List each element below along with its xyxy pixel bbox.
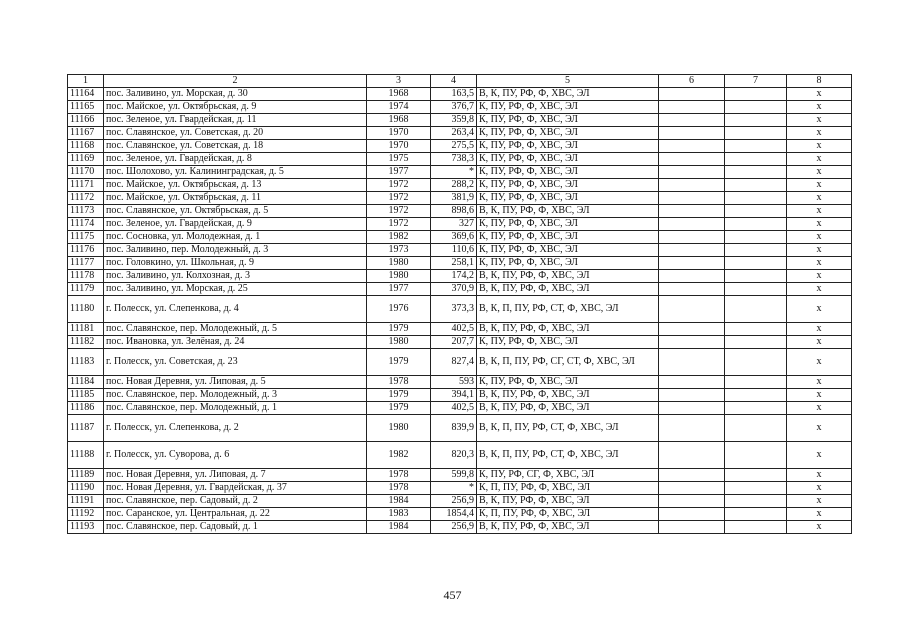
year-cell: 1980 <box>367 415 431 442</box>
column-8-cell: х <box>787 508 852 521</box>
systems-cell: В, К, ПУ, РФ, Ф, ХВС, ЭЛ <box>477 323 659 336</box>
column-6-cell <box>659 166 725 179</box>
column-6-cell <box>659 495 725 508</box>
year-cell: 1974 <box>367 101 431 114</box>
column-7-cell <box>725 442 787 469</box>
area-cell: 599,8 <box>431 469 477 482</box>
table-row <box>68 336 852 349</box>
address-cell: пос. Майское, ул. Октябрьская, д. 9 <box>104 101 367 114</box>
column-8-cell: х <box>787 127 852 140</box>
area-cell: 275,5 <box>431 140 477 153</box>
column-7-cell <box>725 127 787 140</box>
row-number-cell: 11174 <box>68 218 104 231</box>
address-cell: г. Полесск, ул. Слепенкова, д. 2 <box>104 415 367 442</box>
row-number-cell: 11175 <box>68 231 104 244</box>
address-cell: пос. Славянское, пер. Молодежный, д. 1 <box>104 402 367 415</box>
column-6-cell <box>659 257 725 270</box>
column-8-cell: х <box>787 336 852 349</box>
row-number-cell: 11181 <box>68 323 104 336</box>
address-cell: пос. Зеленое, ул. Гвардейская, д. 9 <box>104 218 367 231</box>
table-row <box>68 166 852 179</box>
area-cell: 394,1 <box>431 389 477 402</box>
systems-cell: В, К, П, ПУ, РФ, СТ, Ф, ХВС, ЭЛ <box>477 296 659 323</box>
column-7-cell <box>725 495 787 508</box>
column-6-cell <box>659 127 725 140</box>
page-number: 457 <box>443 588 462 602</box>
column-8-cell: х <box>787 402 852 415</box>
address-cell: пос. Новая Деревня, ул. Гвардейская, д. 37 <box>104 482 367 495</box>
row-number-cell: 11180 <box>68 296 104 323</box>
header-row <box>68 75 852 88</box>
column-8-cell: х <box>787 257 852 270</box>
header-cell: 5 <box>477 75 659 88</box>
year-cell: 1984 <box>367 495 431 508</box>
systems-cell: В, К, ПУ, РФ, Ф, ХВС, ЭЛ <box>477 389 659 402</box>
year-cell: 1968 <box>367 88 431 101</box>
year-cell: 1979 <box>367 323 431 336</box>
column-7-cell <box>725 482 787 495</box>
area-cell: * <box>431 482 477 495</box>
table-row <box>68 442 852 469</box>
header-cell: 2 <box>104 75 367 88</box>
systems-cell: В, К, ПУ, РФ, Ф, ХВС, ЭЛ <box>477 495 659 508</box>
table-row <box>68 257 852 270</box>
systems-cell: К, П, ПУ, РФ, Ф, ХВС, ЭЛ <box>477 482 659 495</box>
row-number-cell: 11183 <box>68 349 104 376</box>
systems-cell: В, К, ПУ, РФ, Ф, ХВС, ЭЛ <box>477 521 659 534</box>
table-row <box>68 88 852 101</box>
systems-cell: К, ПУ, РФ, Ф, ХВС, ЭЛ <box>477 376 659 389</box>
systems-cell: К, ПУ, РФ, Ф, ХВС, ЭЛ <box>477 257 659 270</box>
address-cell: пос. Славянское, пер. Садовый, д. 1 <box>104 521 367 534</box>
column-8-cell: х <box>787 469 852 482</box>
column-8-cell: х <box>787 114 852 127</box>
column-8-cell: х <box>787 349 852 376</box>
row-number-cell: 11170 <box>68 166 104 179</box>
column-7-cell <box>725 389 787 402</box>
systems-cell: К, ПУ, РФ, Ф, ХВС, ЭЛ <box>477 166 659 179</box>
row-number-cell: 11186 <box>68 402 104 415</box>
address-cell: пос. Майское, ул. Октябрьская, д. 11 <box>104 192 367 205</box>
year-cell: 1972 <box>367 218 431 231</box>
year-cell: 1980 <box>367 270 431 283</box>
systems-cell: В, К, ПУ, РФ, Ф, ХВС, ЭЛ <box>477 283 659 296</box>
area-cell: 839,9 <box>431 415 477 442</box>
row-number-cell: 11166 <box>68 114 104 127</box>
year-cell: 1970 <box>367 127 431 140</box>
area-cell: 174,2 <box>431 270 477 283</box>
row-number-cell: 11169 <box>68 153 104 166</box>
area-cell: 369,6 <box>431 231 477 244</box>
column-7-cell <box>725 192 787 205</box>
year-cell: 1972 <box>367 205 431 218</box>
column-7-cell <box>725 218 787 231</box>
column-6-cell <box>659 179 725 192</box>
area-cell: 258,1 <box>431 257 477 270</box>
systems-cell: К, ПУ, РФ, Ф, ХВС, ЭЛ <box>477 101 659 114</box>
housing-table <box>67 74 852 534</box>
column-6-cell <box>659 283 725 296</box>
column-6-cell <box>659 101 725 114</box>
systems-cell: К, П, ПУ, РФ, Ф, ХВС, ЭЛ <box>477 508 659 521</box>
address-cell: пос. Заливино, ул. Морская, д. 25 <box>104 283 367 296</box>
column-6-cell <box>659 192 725 205</box>
column-7-cell <box>725 101 787 114</box>
systems-cell: К, ПУ, РФ, Ф, ХВС, ЭЛ <box>477 179 659 192</box>
address-cell: пос. Заливино, пер. Молодежный, д. 3 <box>104 244 367 257</box>
area-cell: 381,9 <box>431 192 477 205</box>
area-cell: 163,5 <box>431 88 477 101</box>
row-number-cell: 11165 <box>68 101 104 114</box>
column-8-cell: х <box>787 179 852 192</box>
column-8-cell: х <box>787 88 852 101</box>
address-cell: пос. Славянское, ул. Советская, д. 18 <box>104 140 367 153</box>
column-6-cell <box>659 323 725 336</box>
column-8-cell: х <box>787 521 852 534</box>
row-number-cell: 11190 <box>68 482 104 495</box>
column-8-cell: х <box>787 153 852 166</box>
address-cell: пос. Славянское, пер. Молодежный, д. 3 <box>104 389 367 402</box>
year-cell: 1978 <box>367 469 431 482</box>
row-number-cell: 11177 <box>68 257 104 270</box>
column-8-cell: х <box>787 376 852 389</box>
systems-cell: В, К, П, ПУ, РФ, СТ, Ф, ХВС, ЭЛ <box>477 442 659 469</box>
systems-cell: К, ПУ, РФ, Ф, ХВС, ЭЛ <box>477 114 659 127</box>
area-cell: 402,5 <box>431 323 477 336</box>
table-row <box>68 482 852 495</box>
address-cell: пос. Головкино, ул. Школьная, д. 9 <box>104 257 367 270</box>
column-6-cell <box>659 270 725 283</box>
table-row <box>68 469 852 482</box>
row-number-cell: 11171 <box>68 179 104 192</box>
row-number-cell: 11191 <box>68 495 104 508</box>
area-cell: 288,2 <box>431 179 477 192</box>
address-cell: пос. Заливино, ул. Колхозная, д. 3 <box>104 270 367 283</box>
address-cell: пос. Саранское, ул. Центральная, д. 22 <box>104 508 367 521</box>
systems-cell: К, ПУ, РФ, СГ, Ф, ХВС, ЭЛ <box>477 469 659 482</box>
column-8-cell: х <box>787 389 852 402</box>
area-cell: 827,4 <box>431 349 477 376</box>
year-cell: 1979 <box>367 349 431 376</box>
column-7-cell <box>725 114 787 127</box>
column-8-cell: х <box>787 283 852 296</box>
column-8-cell: х <box>787 296 852 323</box>
row-number-cell: 11179 <box>68 283 104 296</box>
address-cell: г. Полесск, ул. Слепенкова, д. 4 <box>104 296 367 323</box>
systems-cell: В, К, П, ПУ, РФ, СТ, Ф, ХВС, ЭЛ <box>477 415 659 442</box>
column-6-cell <box>659 415 725 442</box>
address-cell: пос. Новая Деревня, ул. Липовая, д. 7 <box>104 469 367 482</box>
table-row <box>68 140 852 153</box>
header-cell: 4 <box>431 75 477 88</box>
table-row <box>68 402 852 415</box>
column-6-cell <box>659 218 725 231</box>
row-number-cell: 11172 <box>68 192 104 205</box>
column-7-cell <box>725 140 787 153</box>
address-cell: пос. Ивановка, ул. Зелёная, д. 24 <box>104 336 367 349</box>
column-7-cell <box>725 153 787 166</box>
column-7-cell <box>725 296 787 323</box>
column-6-cell <box>659 296 725 323</box>
systems-cell: К, ПУ, РФ, Ф, ХВС, ЭЛ <box>477 231 659 244</box>
address-cell: пос. Славянское, пер. Молодежный, д. 5 <box>104 323 367 336</box>
column-7-cell <box>725 508 787 521</box>
table-row <box>68 218 852 231</box>
area-cell: 110,6 <box>431 244 477 257</box>
column-6-cell <box>659 469 725 482</box>
systems-cell: В, К, ПУ, РФ, Ф, ХВС, ЭЛ <box>477 88 659 101</box>
table-row <box>68 205 852 218</box>
year-cell: 1977 <box>367 283 431 296</box>
column-6-cell <box>659 205 725 218</box>
systems-cell: К, ПУ, РФ, Ф, ХВС, ЭЛ <box>477 140 659 153</box>
systems-cell: В, К, П, ПУ, РФ, СГ, СТ, Ф, ХВС, ЭЛ <box>477 349 659 376</box>
systems-cell: В, К, ПУ, РФ, Ф, ХВС, ЭЛ <box>477 402 659 415</box>
table-row <box>68 192 852 205</box>
area-cell: 402,5 <box>431 402 477 415</box>
table-row <box>68 114 852 127</box>
table-row <box>68 508 852 521</box>
header-cell: 1 <box>68 75 104 88</box>
table-row <box>68 349 852 376</box>
column-7-cell <box>725 179 787 192</box>
column-8-cell: х <box>787 482 852 495</box>
area-cell: 738,3 <box>431 153 477 166</box>
column-8-cell: х <box>787 495 852 508</box>
row-number-cell: 11178 <box>68 270 104 283</box>
column-8-cell: х <box>787 415 852 442</box>
column-7-cell <box>725 376 787 389</box>
column-7-cell <box>725 257 787 270</box>
year-cell: 1977 <box>367 166 431 179</box>
address-cell: пос. Шолохово, ул. Калининградская, д. 5 <box>104 166 367 179</box>
area-cell: 898,6 <box>431 205 477 218</box>
table-row <box>68 153 852 166</box>
column-6-cell <box>659 402 725 415</box>
column-7-cell <box>725 205 787 218</box>
systems-cell: К, ПУ, РФ, Ф, ХВС, ЭЛ <box>477 218 659 231</box>
year-cell: 1984 <box>367 521 431 534</box>
column-6-cell <box>659 442 725 469</box>
row-number-cell: 11193 <box>68 521 104 534</box>
column-6-cell <box>659 508 725 521</box>
column-8-cell: х <box>787 140 852 153</box>
row-number-cell: 11185 <box>68 389 104 402</box>
address-cell: г. Полесск, ул. Советская, д. 23 <box>104 349 367 376</box>
year-cell: 1978 <box>367 482 431 495</box>
table-row <box>68 231 852 244</box>
area-cell: 593 <box>431 376 477 389</box>
year-cell: 1968 <box>367 114 431 127</box>
address-cell: пос. Зеленое, ул. Гвардейская, д. 11 <box>104 114 367 127</box>
area-cell: 370,9 <box>431 283 477 296</box>
table-row <box>68 101 852 114</box>
table-row <box>68 415 852 442</box>
header-cell: 3 <box>367 75 431 88</box>
row-number-cell: 11192 <box>68 508 104 521</box>
year-cell: 1972 <box>367 179 431 192</box>
year-cell: 1976 <box>367 296 431 323</box>
address-cell: пос. Славянское, ул. Октябрьская, д. 5 <box>104 205 367 218</box>
year-cell: 1973 <box>367 244 431 257</box>
table-row <box>68 179 852 192</box>
systems-cell: К, ПУ, РФ, Ф, ХВС, ЭЛ <box>477 153 659 166</box>
column-6-cell <box>659 389 725 402</box>
address-cell: пос. Новая Деревня, ул. Липовая, д. 5 <box>104 376 367 389</box>
year-cell: 1972 <box>367 192 431 205</box>
column-8-cell: х <box>787 192 852 205</box>
column-7-cell <box>725 402 787 415</box>
column-7-cell <box>725 323 787 336</box>
year-cell: 1980 <box>367 336 431 349</box>
column-8-cell: х <box>787 166 852 179</box>
column-7-cell <box>725 166 787 179</box>
table-row <box>68 495 852 508</box>
table-row <box>68 244 852 257</box>
table-row <box>68 521 852 534</box>
column-7-cell <box>725 349 787 376</box>
column-6-cell <box>659 521 725 534</box>
column-6-cell <box>659 140 725 153</box>
column-8-cell: х <box>787 270 852 283</box>
column-8-cell: х <box>787 323 852 336</box>
year-cell: 1980 <box>367 257 431 270</box>
column-8-cell: х <box>787 442 852 469</box>
table-row <box>68 283 852 296</box>
area-cell: 256,9 <box>431 495 477 508</box>
header-cell: 8 <box>787 75 852 88</box>
area-cell: 820,3 <box>431 442 477 469</box>
row-number-cell: 11176 <box>68 244 104 257</box>
column-8-cell: х <box>787 101 852 114</box>
row-number-cell: 11188 <box>68 442 104 469</box>
column-7-cell <box>725 231 787 244</box>
area-cell: 263,4 <box>431 127 477 140</box>
systems-cell: В, К, ПУ, РФ, Ф, ХВС, ЭЛ <box>477 205 659 218</box>
year-cell: 1978 <box>367 376 431 389</box>
address-cell: г. Полесск, ул. Суворова, д. 6 <box>104 442 367 469</box>
table-row <box>68 296 852 323</box>
area-cell: * <box>431 166 477 179</box>
year-cell: 1970 <box>367 140 431 153</box>
column-6-cell <box>659 244 725 257</box>
table-row <box>68 389 852 402</box>
column-6-cell <box>659 231 725 244</box>
year-cell: 1982 <box>367 231 431 244</box>
column-6-cell <box>659 349 725 376</box>
column-7-cell <box>725 336 787 349</box>
row-number-cell: 11189 <box>68 469 104 482</box>
column-7-cell <box>725 469 787 482</box>
area-cell: 256,9 <box>431 521 477 534</box>
address-cell: пос. Сосновка, ул. Молодежная, д. 1 <box>104 231 367 244</box>
address-cell: пос. Майское, ул. Октябрьская, д. 13 <box>104 179 367 192</box>
table-row <box>68 376 852 389</box>
row-number-cell: 11173 <box>68 205 104 218</box>
systems-cell: В, К, ПУ, РФ, Ф, ХВС, ЭЛ <box>477 270 659 283</box>
row-number-cell: 11187 <box>68 415 104 442</box>
column-7-cell <box>725 283 787 296</box>
row-number-cell: 11164 <box>68 88 104 101</box>
systems-cell: К, ПУ, РФ, Ф, ХВС, ЭЛ <box>477 336 659 349</box>
area-cell: 1854,4 <box>431 508 477 521</box>
column-6-cell <box>659 88 725 101</box>
year-cell: 1979 <box>367 402 431 415</box>
area-cell: 327 <box>431 218 477 231</box>
column-8-cell: х <box>787 231 852 244</box>
systems-cell: К, ПУ, РФ, Ф, ХВС, ЭЛ <box>477 127 659 140</box>
header-cell: 6 <box>659 75 725 88</box>
year-cell: 1975 <box>367 153 431 166</box>
year-cell: 1982 <box>367 442 431 469</box>
row-number-cell: 11167 <box>68 127 104 140</box>
year-cell: 1979 <box>367 389 431 402</box>
column-8-cell: х <box>787 218 852 231</box>
systems-cell: К, ПУ, РФ, Ф, ХВС, ЭЛ <box>477 192 659 205</box>
column-7-cell <box>725 521 787 534</box>
column-8-cell: х <box>787 205 852 218</box>
systems-cell: К, ПУ, РФ, Ф, ХВС, ЭЛ <box>477 244 659 257</box>
row-number-cell: 11182 <box>68 336 104 349</box>
area-cell: 359,8 <box>431 114 477 127</box>
area-cell: 207,7 <box>431 336 477 349</box>
column-6-cell <box>659 336 725 349</box>
column-7-cell <box>725 244 787 257</box>
row-number-cell: 11168 <box>68 140 104 153</box>
column-7-cell <box>725 415 787 442</box>
area-cell: 373,3 <box>431 296 477 323</box>
address-cell: пос. Славянское, пер. Садовый, д. 2 <box>104 495 367 508</box>
table-row <box>68 270 852 283</box>
row-number-cell: 11184 <box>68 376 104 389</box>
table-row <box>68 323 852 336</box>
column-7-cell <box>725 270 787 283</box>
address-cell: пос. Зеленое, ул. Гвардейская, д. 8 <box>104 153 367 166</box>
header-cell: 7 <box>725 75 787 88</box>
address-cell: пос. Славянское, ул. Советская, д. 20 <box>104 127 367 140</box>
year-cell: 1983 <box>367 508 431 521</box>
address-cell: пос. Заливино, ул. Морская, д. 30 <box>104 88 367 101</box>
column-8-cell: х <box>787 244 852 257</box>
column-6-cell <box>659 114 725 127</box>
column-7-cell <box>725 88 787 101</box>
column-6-cell <box>659 153 725 166</box>
column-6-cell <box>659 482 725 495</box>
column-6-cell <box>659 376 725 389</box>
table-row <box>68 127 852 140</box>
area-cell: 376,7 <box>431 101 477 114</box>
